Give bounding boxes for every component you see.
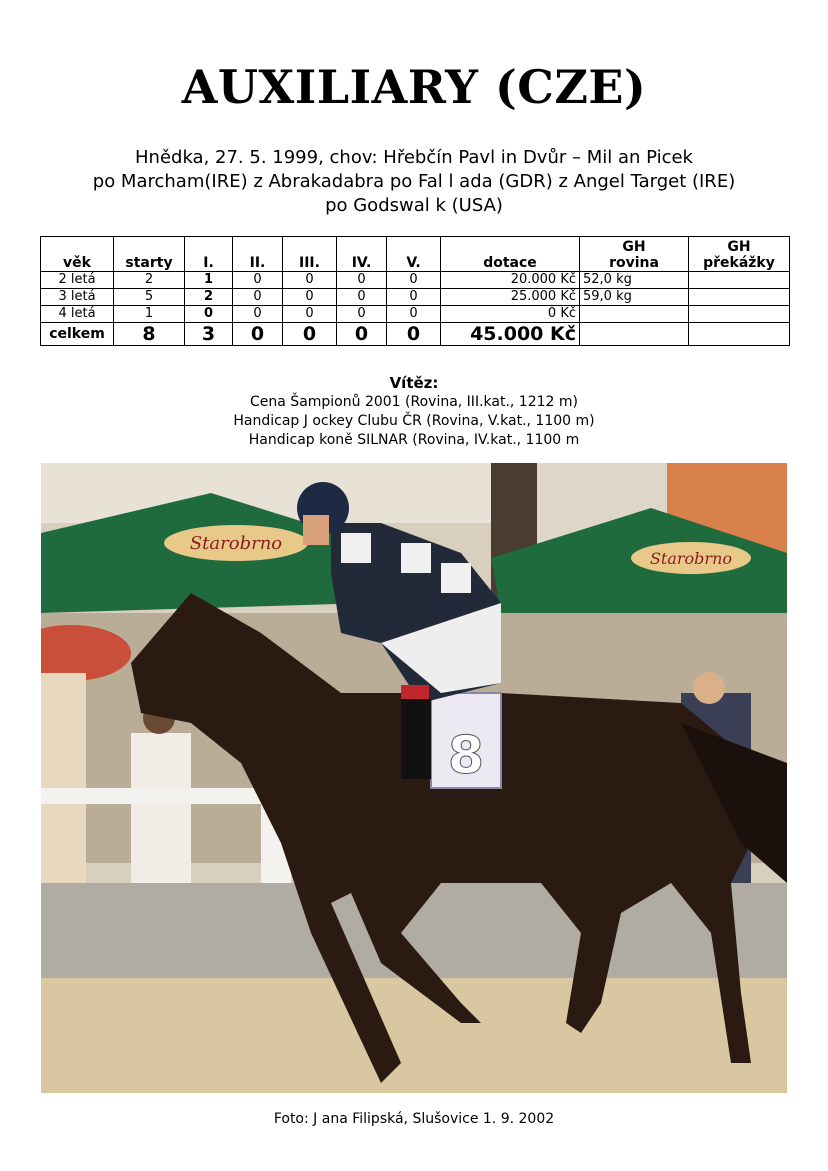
table-row: [41, 306, 790, 323]
cell-age: 3 letá: [41, 289, 114, 306]
cell-gh-flat: 52,0 kg: [580, 272, 689, 289]
cell-gh-jump: [689, 289, 790, 306]
cell-fifth: 0: [387, 289, 441, 306]
pedigree-line-1: Hnědka, 27. 5. 1999, chov: Hřebčín Pavl in Dvůr – Mil an Picek: [135, 147, 693, 168]
cell-gh-flat: [580, 306, 689, 323]
col-header-gh-jump-top: GH: [727, 239, 751, 255]
cell-gh-flat: 59,0 kg: [580, 289, 689, 306]
cell-prize-money: 25.000 Kč: [441, 289, 580, 306]
cell-starts: 5: [114, 289, 185, 306]
cell-total-fifth: 0: [387, 323, 441, 346]
umbrella-brand-text-left: Starobrno: [189, 533, 283, 554]
cell-starts: 2: [114, 272, 185, 289]
wins-heading: Vítěz:: [389, 374, 439, 392]
pedigree-line-3: po Godswal k (USA): [325, 195, 503, 216]
col-header-gh-jump-bottom: překážky: [703, 255, 775, 271]
horse-name-title: AUXILIARY (CZE): [181, 60, 647, 114]
jockey-face: [303, 515, 329, 545]
pedigree-info: [0, 146, 828, 218]
cell-age: 4 letá: [41, 306, 114, 323]
col-header-fourth: IV.: [337, 237, 387, 272]
cell-total-starts: 8: [114, 323, 185, 346]
cell-total-gh-jump: [689, 323, 790, 346]
cell-gh-jump: [689, 306, 790, 323]
cell-total-gh-flat: [580, 323, 689, 346]
cell-total-prize-money: 45.000 Kč: [441, 323, 580, 346]
cell-age: 2 letá: [41, 272, 114, 289]
cell-prize-money: 20.000 Kč: [441, 272, 580, 289]
cell-second: 0: [233, 289, 283, 306]
cell-fifth: 0: [387, 306, 441, 323]
col-header-prize-money: dotace: [441, 237, 580, 272]
jockey-boot: [401, 699, 431, 779]
photo-caption: Foto: J ana Filipská, Slušovice 1. 9. 2002: [273, 1111, 555, 1127]
col-header-gh-flat-top: GH: [622, 239, 646, 255]
umbrella-brand-text-right: Starobrno: [649, 549, 733, 568]
cell-starts: 1: [114, 306, 185, 323]
cell-third: 0: [283, 289, 337, 306]
cell-total-label: celkem: [41, 323, 114, 346]
win-race: Cena Šampionů 2001 (Rovina, III.kat., 1212 m): [250, 394, 578, 410]
cell-fourth: 0: [337, 306, 387, 323]
cell-first: 2: [185, 289, 233, 306]
pedigree-line-2: po Marcham(IRE) z Abrakadabra po Fal l ada (GDR) z Angel Target (IRE): [92, 171, 736, 192]
cell-second: 0: [233, 272, 283, 289]
cell-total-first: 3: [185, 323, 233, 346]
cell-total-second: 0: [233, 323, 283, 346]
race-record-table: [40, 236, 790, 346]
col-header-fifth: V.: [387, 237, 441, 272]
cell-second: 0: [233, 306, 283, 323]
col-header-second: II.: [233, 237, 283, 272]
horse-photo: [41, 463, 787, 1093]
cell-fifth: 0: [387, 272, 441, 289]
saddle-number: 8: [447, 726, 485, 786]
cell-third: 0: [283, 272, 337, 289]
col-header-starts: starty: [114, 237, 185, 272]
horse-photo-illustration: [41, 463, 787, 1093]
cell-gh-jump: [689, 272, 790, 289]
cell-third: 0: [283, 306, 337, 323]
cell-prize-money: 0 Kč: [441, 306, 580, 323]
sand-track: [41, 978, 787, 1093]
col-header-age: věk: [41, 237, 114, 272]
col-header-gh-flat: [580, 237, 689, 272]
cell-fourth: 0: [337, 289, 387, 306]
wins-section: [0, 374, 828, 450]
spectator-right-head: [693, 672, 725, 704]
win-race: Handicap koně SILNAR (Rovina, IV.kat., 1100 m: [248, 432, 580, 448]
col-header-first: I.: [185, 237, 233, 272]
table-row: [41, 289, 790, 306]
cell-first: 1: [185, 272, 233, 289]
table-row: [41, 272, 790, 289]
win-race: Handicap J ockey Clubu ČR (Rovina, V.kat., 1100 m): [233, 413, 595, 429]
cell-fourth: 0: [337, 272, 387, 289]
cell-total-third: 0: [283, 323, 337, 346]
col-header-third: III.: [283, 237, 337, 272]
col-header-gh-jump: [689, 237, 790, 272]
jockey-boot-top: [401, 685, 429, 701]
table-header-row: [41, 237, 790, 272]
cell-total-fourth: 0: [337, 323, 387, 346]
cell-first: 0: [185, 306, 233, 323]
col-header-gh-flat-bottom: rovina: [609, 255, 659, 271]
table-total-row: [41, 323, 790, 346]
